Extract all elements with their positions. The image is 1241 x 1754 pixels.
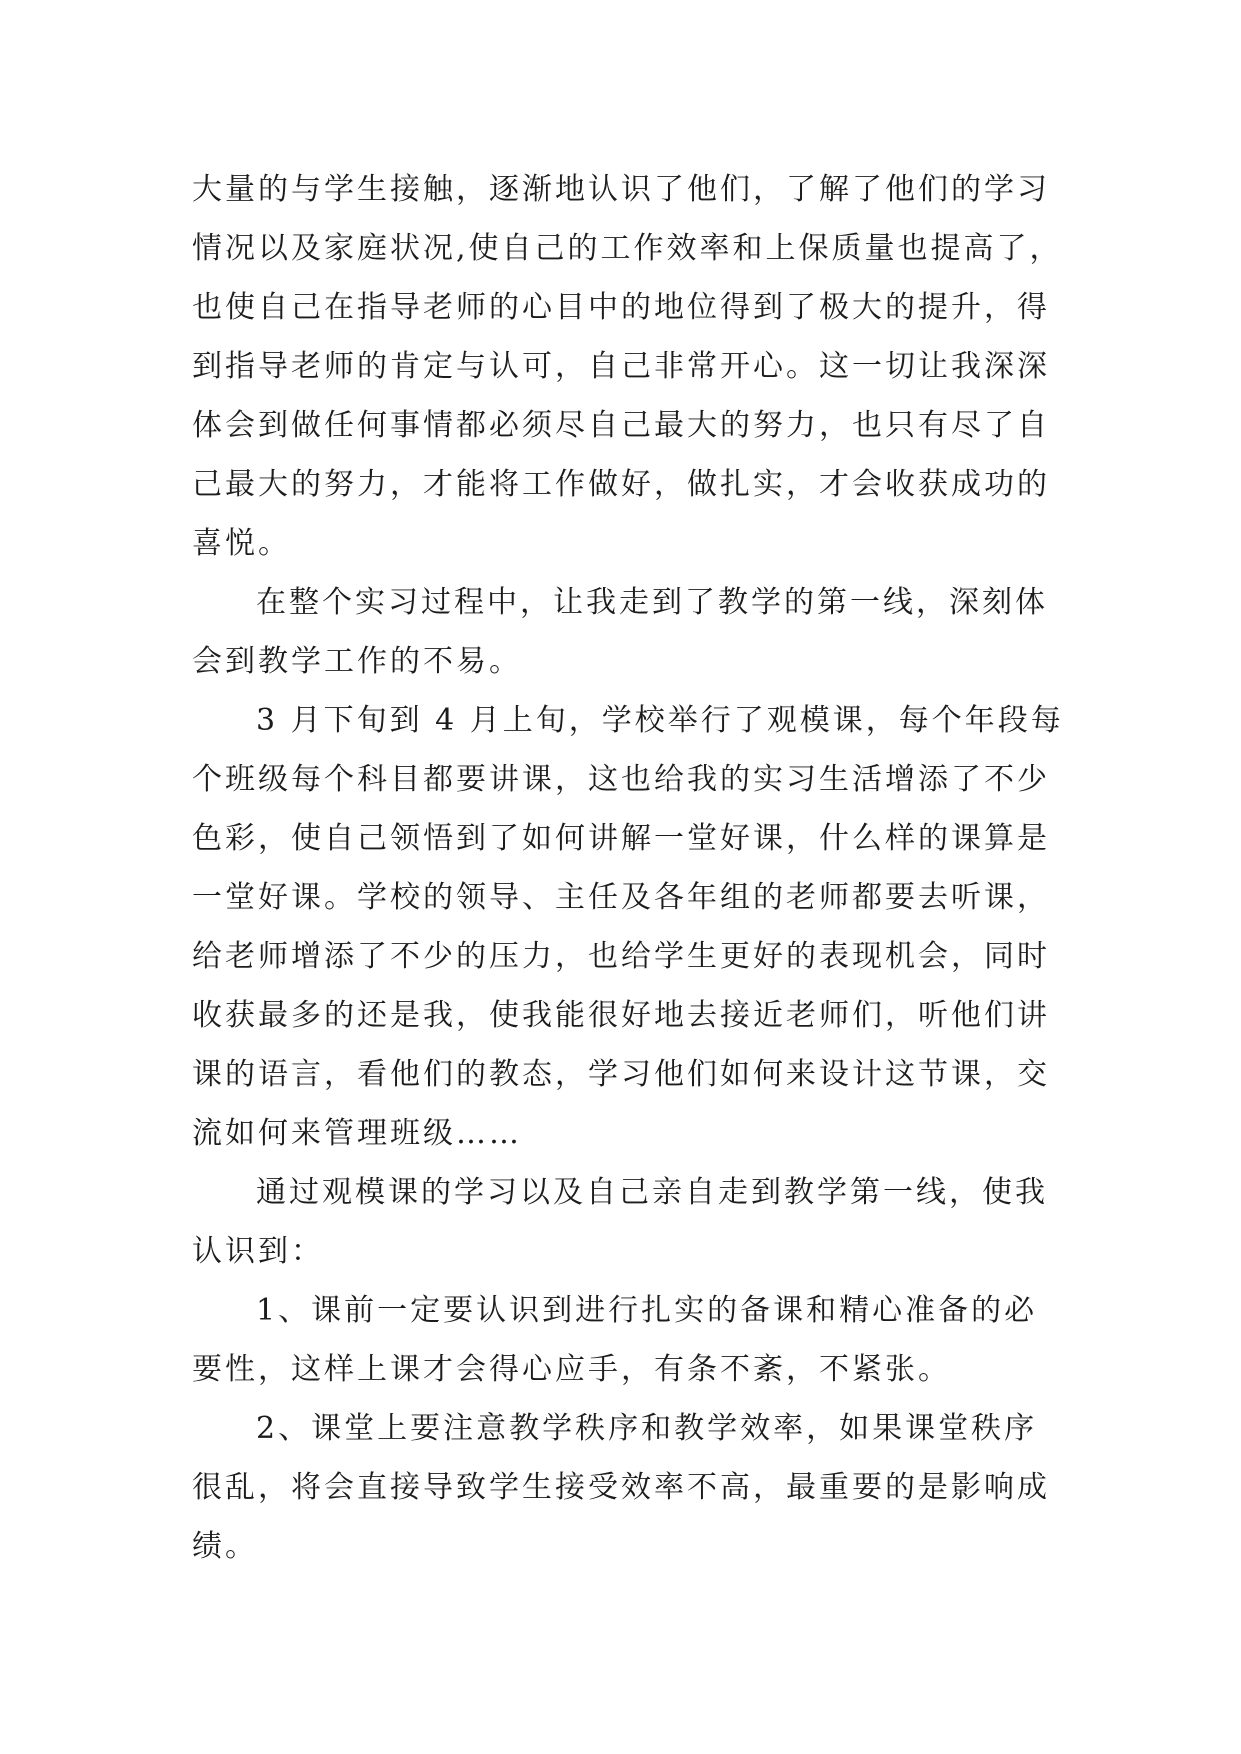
text-line: 色彩，使自己领悟到了如何讲解一堂好课，什么样的课算是 bbox=[192, 821, 1050, 856]
text-line: 给老师增添了不少的压力，也给学生更好的表现机会，同时 bbox=[192, 939, 1050, 974]
text-line: 课的语言，看他们的教态，学习他们如何来设计这节课，交 bbox=[192, 1057, 1050, 1092]
text-line: 绩。 bbox=[192, 1529, 258, 1564]
text-line: 体会到做任何事情都必须尽自己最大的努力，也只有尽了自 bbox=[192, 408, 1050, 443]
text-line: 流如何来管理班级…… bbox=[192, 1116, 522, 1151]
text-line: 一堂好课。学校的领导、主任及各年组的老师都要去听课， bbox=[192, 880, 1050, 915]
list-item-first-line: 1、课前一定要认识到进行扎实的备课和精心准备的必 bbox=[256, 1293, 1038, 1328]
text-line: 会到教学工作的不易。 bbox=[192, 644, 522, 679]
paragraph-first-line: 在整个实习过程中，让我走到了教学的第一线，深刻体 bbox=[256, 585, 1048, 620]
text-line: 大量的与学生接触，逐渐地认识了他们，了解了他们的学习 bbox=[192, 172, 1050, 207]
text-line: 情况以及家庭状况,使自己的工作效率和上保质量也提高了， bbox=[192, 231, 1063, 266]
text-line: 收获最多的还是我，使我能很好地去接近老师们，听他们讲 bbox=[192, 998, 1050, 1033]
body-text bbox=[192, 160, 1072, 1576]
text-line: 很乱，将会直接导致学生接受效率不高，最重要的是影响成 bbox=[192, 1470, 1050, 1505]
text-line: 己最大的努力，才能将工作做好，做扎实，才会收获成功的 bbox=[192, 467, 1050, 502]
text-line: 也使自己在指导老师的心目中的地位得到了极大的提升，得 bbox=[192, 290, 1050, 325]
paragraph-first-line: 3 月下旬到 4 月上旬，学校举行了观模课，每个年段每 bbox=[256, 703, 1064, 738]
text-line: 到指导老师的肯定与认可，自己非常开心。这一切让我深深 bbox=[192, 349, 1050, 384]
list-item-first-line: 2、课堂上要注意教学秩序和教学效率，如果课堂秩序 bbox=[256, 1411, 1038, 1446]
text-line: 个班级每个科目都要讲课，这也给我的实习生活增添了不少 bbox=[192, 762, 1050, 797]
text-line: 认识到： bbox=[192, 1234, 324, 1269]
text-line: 要性，这样上课才会得心应手，有条不紊，不紧张。 bbox=[192, 1352, 951, 1387]
paragraph-first-line: 通过观模课的学习以及自己亲自走到教学第一线，使我 bbox=[256, 1175, 1048, 1210]
text-line: 喜悦。 bbox=[192, 526, 291, 561]
